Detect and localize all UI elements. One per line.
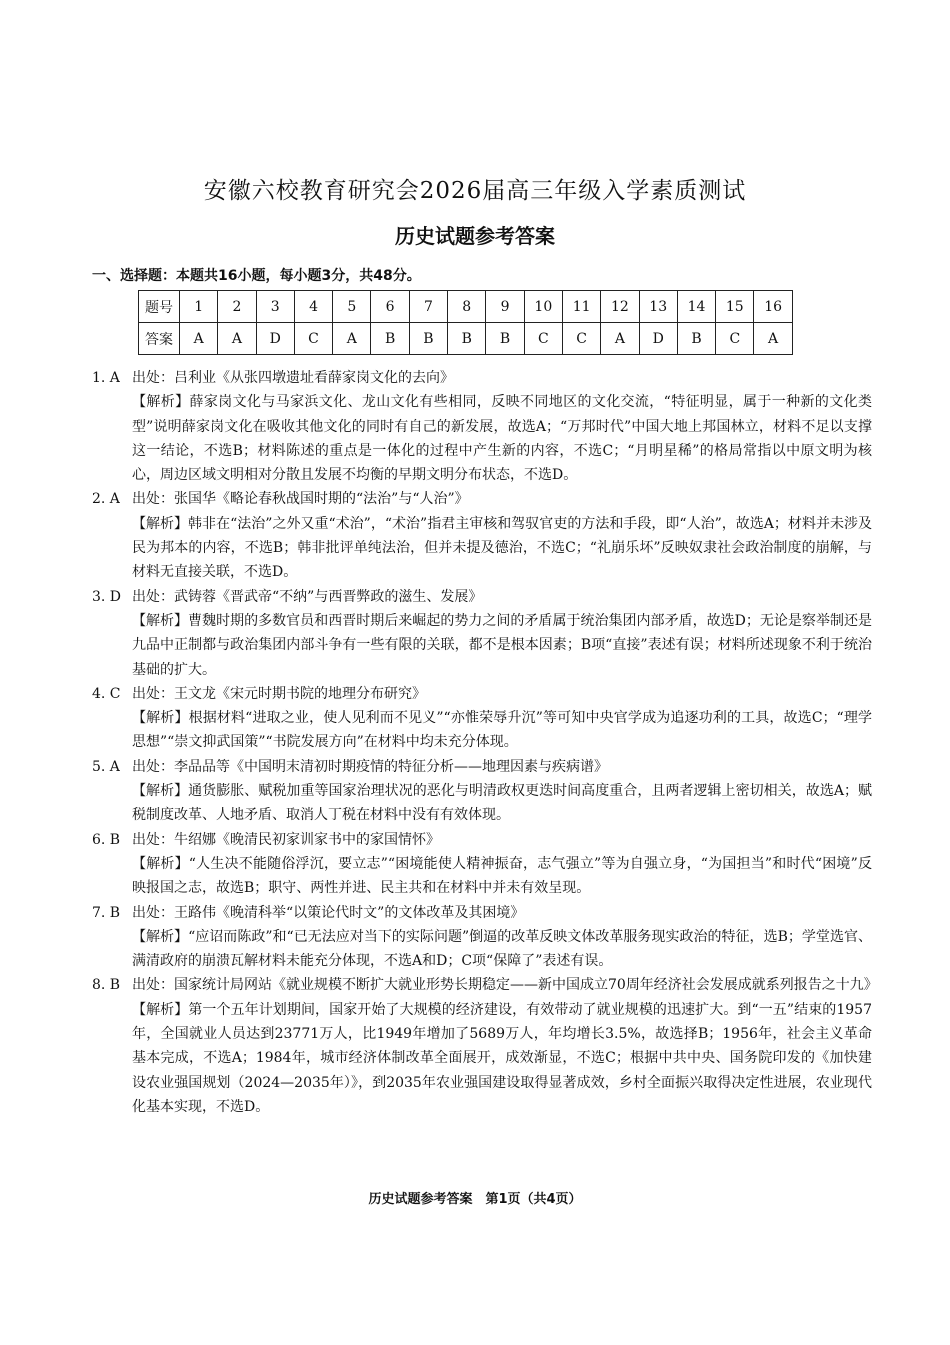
answer-cell: C bbox=[716, 323, 754, 355]
question-number: 4 bbox=[294, 291, 332, 323]
item-analysis: 【解析】根据材料“进取之业，使人见利而不见义”“亦惟荣辱升沉”等可知中央官学成为追逐功利的工具，故选C；“理学思想”“崇文抑武国策”“书院发展方向”在材料中均未充分体现。 bbox=[132, 710, 872, 751]
answer-explanations bbox=[92, 366, 878, 1119]
answer-cell: A bbox=[180, 323, 218, 355]
answer-item bbox=[92, 973, 878, 1119]
question-number: 1 bbox=[180, 291, 218, 323]
item-analysis: 【解析】薛家岗文化与马家浜文化、龙山文化有些相同，反映不同地区的文化交流，“特征明显，属于一种新的文化类型”说明薛家岗文化在吸收其他文化的同时有自己的新发展，故选A；“万邦时代”中国大地上邦国林立，材料不足以支撑这一结论，不选B；材料陈述的重点是一体化的过程中产生新的内容，不选C；“月明星稀”的格局常指以中原文明为核心，周边区域文明相对分散且发展不均衡的早期文明分布状态，不选D。 bbox=[132, 394, 872, 484]
document-title: 安徽六校教育研究会2026届高三年级入学素质测试 bbox=[203, 178, 747, 204]
answer-cell: A bbox=[754, 323, 792, 355]
table-row-label: 答案 bbox=[139, 323, 180, 355]
question-number: 8 bbox=[448, 291, 486, 323]
answer-cell: B bbox=[448, 323, 486, 355]
item-number: 2. A bbox=[92, 491, 120, 508]
answer-table bbox=[138, 290, 793, 355]
item-analysis: 【解析】“应诏而陈政”和“已无法应对当下的实际问题”倒逼的改革反映文体改革服务现实政治的特征，选B；学堂选官、满清政府的崩溃瓦解材料未能充分体现，不选A和D；C项“保障了”表述有误。 bbox=[132, 928, 872, 970]
item-number: 8. B bbox=[92, 977, 121, 994]
table-row-label: 题号 bbox=[139, 291, 180, 323]
question-number: 6 bbox=[371, 291, 409, 323]
item-analysis: 【解析】第一个五年计划期间，国家开始了大规模的经济建设，有效带动了就业规模的迅速扩大。到“一五”结束的1957年，全国就业人员达到23771万人，比1949年增加了5689万人，年均增长3.5%，故选择B；1956年，社会主义革命基本完成，不选A；1984年，城市经济体制改革全面展开，成效渐显，不选C；根据中共中央、国务院印发的《加快建设农业强国规划（2024—2035年）》，到2035年农业强国建设取得显著成效，乡村全面振兴取得决定性进展，农业现代化基本实现，不选D。 bbox=[132, 1001, 872, 1115]
answer-cell: C bbox=[562, 323, 600, 355]
question-number: 9 bbox=[486, 291, 524, 323]
item-number: 5. A bbox=[92, 758, 120, 775]
answer-cell: B bbox=[677, 323, 715, 355]
answer-item bbox=[92, 682, 872, 755]
question-number: 13 bbox=[639, 291, 677, 323]
question-number: 7 bbox=[409, 291, 447, 323]
question-number: 12 bbox=[601, 291, 639, 323]
item-analysis: 【解析】韩非在“法治”之外又重“术治”，“术治”指君主审核和驾驭官吏的方法和手段，即“人治”，故选A；材料并未涉及民为邦本的内容，不选B；韩非批评单纯法治，但并未提及德治，不选C；“礼崩乐坏”反映奴隶社会政治制度的崩解，与材料无直接关联，不选D。 bbox=[132, 515, 872, 581]
answer-cell: D bbox=[639, 323, 677, 355]
question-number-row bbox=[139, 291, 793, 323]
item-source: 出处：王路伟《晚清科举“以策论代时文”的文体改革及其困境》 bbox=[132, 904, 525, 921]
answer-cell: A bbox=[601, 323, 639, 355]
question-number: 3 bbox=[256, 291, 294, 323]
item-source: 出处：张国华《略论春秋战国时期的“法治”与“人治”》 bbox=[132, 491, 469, 508]
answer-cell: A bbox=[218, 323, 256, 355]
question-number: 15 bbox=[716, 291, 754, 323]
item-number: 6. B bbox=[92, 831, 121, 848]
answer-cell: B bbox=[486, 323, 524, 355]
answer-item bbox=[92, 901, 872, 974]
item-analysis: 【解析】“人生决不能随俗浮沉，要立志”“困境能使人精神振奋，志气强立”等为自强立身，“为国担当”和时代“困境”反映报国之志，故选B；职守、两性并进、民主共和在材料中并未有效呈现。 bbox=[132, 855, 872, 897]
answer-cell: C bbox=[524, 323, 562, 355]
question-number: 2 bbox=[218, 291, 256, 323]
question-number: 11 bbox=[562, 291, 600, 323]
question-number: 5 bbox=[333, 291, 371, 323]
answer-cell: D bbox=[256, 323, 294, 355]
document-subtitle: 历史试题参考答案 bbox=[395, 224, 555, 248]
answer-cell: B bbox=[371, 323, 409, 355]
answer-cell: B bbox=[409, 323, 447, 355]
item-source: 出处：李品品等《中国明末清初时期疫情的特征分析——地理因素与疾病谱》 bbox=[132, 758, 608, 775]
item-source: 出处：国家统计局网站《就业规模不断扩大就业形势长期稳定——新中国成立70周年经济社会发展成就系列报告之十九》 bbox=[132, 977, 878, 994]
item-source: 出处：王文龙《宋元时期书院的地理分布研究》 bbox=[132, 685, 426, 702]
item-analysis: 【解析】曹魏时期的多数官员和西晋时期后来崛起的势力之间的矛盾属于统治集团内部矛盾，故选D；无论是察举制还是九品中正制都与政治集团内部斗争有一些有限的关联，都不是根本因素；B项“直接”表述有误；材料所述现象不利于统治基础的扩大。 bbox=[132, 612, 872, 678]
answer-cell: C bbox=[294, 323, 332, 355]
question-number: 10 bbox=[524, 291, 562, 323]
answer-item bbox=[92, 755, 872, 828]
answer-row bbox=[139, 323, 793, 355]
question-number: 16 bbox=[754, 291, 792, 323]
answer-item bbox=[92, 366, 872, 487]
item-number: 1. A bbox=[92, 370, 120, 386]
item-source: 出处：武铸蓉《晋武帝“不纳”与西晋弊政的滋生、发展》 bbox=[132, 588, 483, 605]
answer-cell: A bbox=[333, 323, 371, 355]
item-number: 3. D bbox=[92, 588, 122, 605]
item-number: 7. B bbox=[92, 904, 121, 921]
item-source: 出处：牛绍娜《晚清民初家训家书中的家国情怀》 bbox=[132, 831, 440, 848]
item-source: 出处：吕利业《从张四墩遗址看薛家岗文化的去向》 bbox=[132, 370, 454, 386]
answer-item bbox=[92, 828, 872, 901]
item-analysis: 【解析】通货膨胀、赋税加重等国家治理状况的恶化与明清政权更迭时间高度重合，且两者逻辑上密切相关，故选A；赋税制度改革、人地矛盾、取消人丁税在材料中没有有效体现。 bbox=[132, 783, 872, 824]
section-heading: 一、选择题：本题共16小题，每小题3分，共48分。 bbox=[92, 268, 421, 284]
answer-item bbox=[92, 585, 872, 682]
answer-item bbox=[92, 487, 872, 584]
page-footer: 历史试题参考答案 第1页（共4页） bbox=[368, 1192, 582, 1207]
item-number: 4. C bbox=[92, 685, 121, 702]
question-number: 14 bbox=[677, 291, 715, 323]
